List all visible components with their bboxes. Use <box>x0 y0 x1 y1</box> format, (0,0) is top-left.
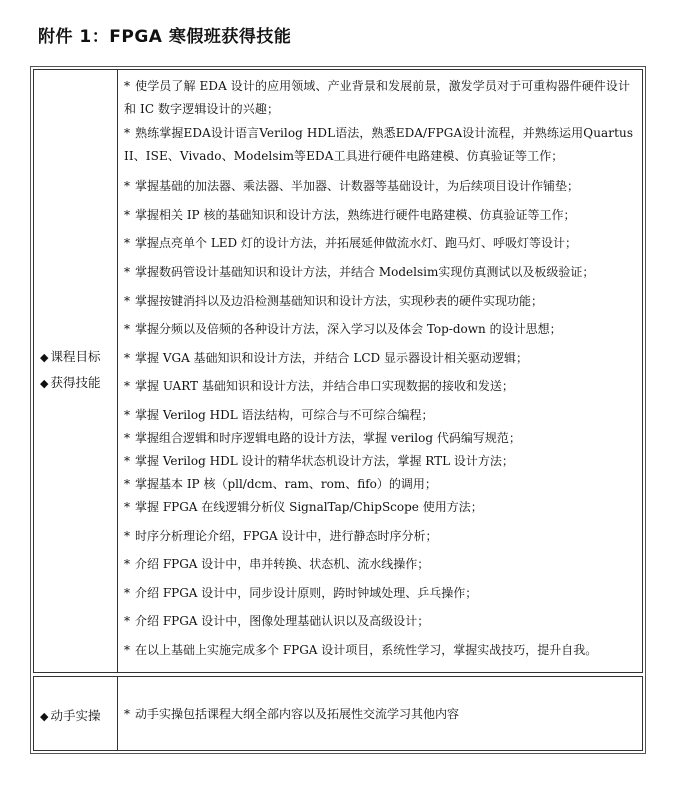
list-item: * 掌握基本 IP 核（pll/dcm、ram、rom、fifo）的调用； <box>124 477 437 491</box>
list-item: * 掌握 UART 基础知识和设计方法，并结合串口实现数据的接收和发送； <box>124 379 514 393</box>
list-item: * 掌握基础的加法器、乘法器、半加器、计数器等基础设计，为后续项目设计作铺垫； <box>124 179 580 193</box>
list-item: * 介绍 FPGA 设计中，同步设计原则，跨时钟域处理、乒乓操作； <box>124 586 478 600</box>
diamond-icon: ◆ <box>40 377 49 390</box>
list-item: * 掌握分频以及倍频的各种设计方法，深入学习以及体会 Top-down 的设计思想； <box>124 322 562 336</box>
list-item: * 掌握点亮单个 LED 灯的设计方法，并拓展延伸做流水灯、跑马灯、呼吸灯等设计； <box>124 236 577 250</box>
list-item: * 掌握数码管设计基础知识和设计方法，并结合 Modelsim实现仿真测试以及板级验证； <box>124 265 595 279</box>
label-cell-goals <box>33 69 118 673</box>
diamond-icon: ◆ <box>40 351 49 364</box>
list-item: * 使学员了解 EDA 设计的应用领域、产业背景和发展前景，激发学员对于可重构器件硬件设计和 IC 数字逻辑设计的兴趣； <box>124 79 631 116</box>
list-item: * 掌握组合逻辑和时序逻辑电路的设计方法，掌握 verilog 代码编写规范； <box>124 431 521 445</box>
page-title: 附件 1：FPGA 寒假班获得技能 <box>38 27 292 47</box>
label-course-goals: ◆ 课程目标 <box>40 349 101 364</box>
label-hands-on: ◆ 动手实操 <box>40 708 101 723</box>
list-item: * 掌握相关 IP 核的基础知识和设计方法，熟练进行硬件电路建模、仿真验证等工作； <box>124 208 576 222</box>
list-item: * 掌握 FPGA 在线逻辑分析仪 SignalTap/ChipScope 使用方法； <box>124 500 483 514</box>
list-item: * 掌握 VGA 基础知识和设计方法，并结合 LCD 显示器设计相关驱动逻辑； <box>124 351 528 365</box>
list-item: * 在以上基础上实施完成多个 FPGA 设计项目，系统性学习，掌握实战技巧，提升自我。 <box>124 643 598 657</box>
label-skills: ◆ 获得技能 <box>40 375 101 390</box>
list-item: * 时序分析理论介绍，FPGA 设计中，进行静态时序分析； <box>124 529 438 543</box>
list-item: * 熟练掌握EDA设计语言Verilog HDL语法，熟悉EDA/FPGA设计流程，并熟练运用Quartus II、ISE、Vivado、Modelsim等EDA工具进行硬件电路建模、仿真验证等工作； <box>124 126 634 163</box>
list-item: * 介绍 FPGA 设计中，图像处理基础认识以及高级设计； <box>124 614 430 628</box>
list-item: * 掌握 Verilog HDL 设计的精华状态机设计方法，掌握 RTL 设计方法； <box>124 454 514 468</box>
list-item: * 掌握 Verilog HDL 语法结构，可综合与不可综合编程； <box>124 408 434 422</box>
hands-on-text: * 动手实操包括课程大纲全部内容以及拓展性交流学习其他内容 <box>124 707 460 721</box>
list-item: * 掌握按键消抖以及边沿检测基础知识和设计方法，实现秒表的硬件实现功能； <box>124 294 544 308</box>
list-item: * 介绍 FPGA 设计中，串并转换、状态机、流水线操作； <box>124 557 430 571</box>
diamond-icon: ◆ <box>40 710 49 723</box>
